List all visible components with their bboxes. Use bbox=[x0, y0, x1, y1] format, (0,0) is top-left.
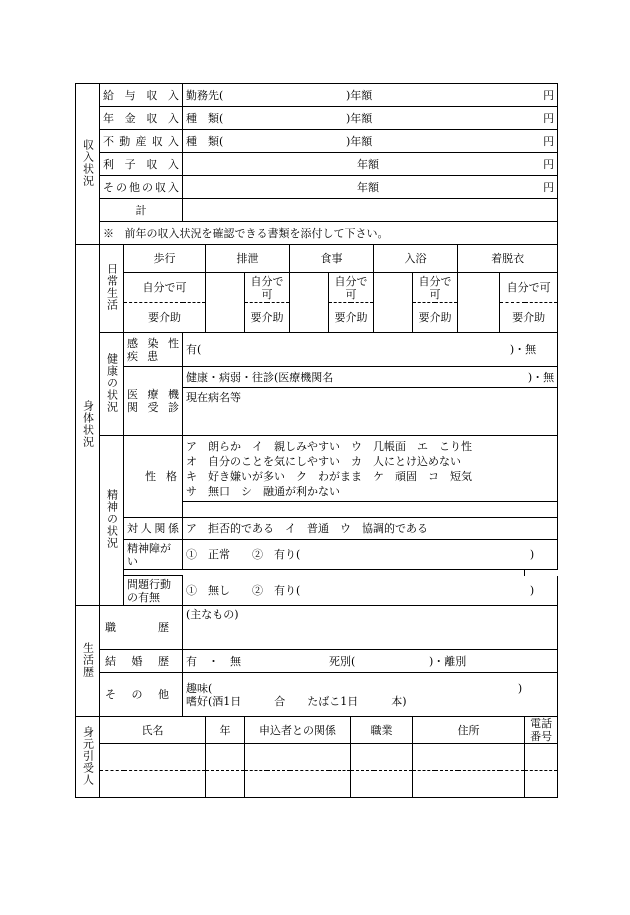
income-note-row bbox=[76, 222, 558, 245]
daily-item-excretion: 排泄 bbox=[206, 245, 290, 273]
medical-label: 医療機 関受診 bbox=[124, 367, 183, 436]
behavior-row bbox=[76, 576, 558, 606]
income-pension-row bbox=[76, 107, 558, 130]
mental-label: 精神の状況 bbox=[100, 436, 124, 606]
personality-options[interactable]: ア 朗らか イ 親しみやすい ウ 几帳面 エ こり性 オ 自分のことを気にしやすい カ 人にとけ込めない キ 好き嫌いが多い ク わがまま ケ 頑固 コ 短気 サ 無口 シ 融通が利かない bbox=[183, 436, 558, 502]
relations-label: 対人関係 bbox=[124, 518, 183, 540]
medical-row-1 bbox=[76, 367, 558, 388]
guarantor-phone-header: 電話番号 bbox=[525, 717, 558, 744]
income-section-label: 収入状況 bbox=[76, 84, 100, 245]
walking-assist: 要介助 bbox=[124, 303, 206, 333]
excretion-self: 自分で可 bbox=[245, 273, 290, 303]
marriage-row bbox=[76, 650, 558, 673]
disorder-options[interactable]: ① 正常 ② 有り( ) bbox=[183, 540, 558, 570]
marriage-label: 結婚歴 bbox=[100, 650, 183, 673]
guarantor-name-2[interactable] bbox=[100, 771, 206, 798]
bath-self: 自分で可 bbox=[413, 273, 458, 303]
medical-institution-field[interactable]: 健康・病弱・往診(医療機関名 )・無 bbox=[183, 367, 558, 388]
guarantor-relation-1[interactable] bbox=[245, 744, 351, 771]
current-disease-field[interactable] bbox=[183, 408, 558, 436]
relations-row bbox=[76, 518, 558, 540]
disorder-label: 精神障が い bbox=[124, 540, 183, 570]
guarantor-age-header: 年 bbox=[206, 717, 245, 744]
disorder-row bbox=[76, 540, 558, 570]
daily-item-meal: 食事 bbox=[290, 245, 374, 273]
other-history-row bbox=[76, 673, 558, 717]
excretion-check[interactable] bbox=[290, 273, 329, 333]
daily-header-row bbox=[76, 245, 558, 273]
infection-field[interactable]: 有( )・無 bbox=[183, 333, 558, 367]
guarantor-address-header: 住所 bbox=[413, 717, 525, 744]
relations-options[interactable]: ア 拒否的である イ 普通 ウ 協調的である bbox=[183, 518, 558, 540]
total-label: 計 bbox=[100, 199, 183, 222]
income-other-row bbox=[76, 176, 558, 199]
daily-item-bath: 入浴 bbox=[374, 245, 458, 273]
guarantor-occupation-header: 職業 bbox=[351, 717, 413, 744]
pension-field[interactable]: 種 類( )年額 円 bbox=[183, 107, 558, 130]
guarantor-address-1[interactable] bbox=[413, 744, 525, 771]
guarantor-age-2[interactable] bbox=[206, 771, 245, 798]
history-section-label: 生活歴 bbox=[76, 606, 100, 717]
guarantor-relation-header: 申込者との関係 bbox=[245, 717, 351, 744]
application-form-table bbox=[75, 83, 558, 798]
daily-item-walking: 歩行 bbox=[124, 245, 206, 273]
other-history-label: その他 bbox=[100, 673, 183, 717]
guarantor-phone-2[interactable] bbox=[525, 771, 558, 798]
health-label: 健康の状況 bbox=[100, 333, 124, 436]
salary-label: 給与収入 bbox=[100, 84, 183, 107]
behavior-options[interactable]: ① 無し ② 有り( ) bbox=[183, 576, 558, 606]
personality-label: 性格 bbox=[124, 436, 183, 518]
meal-assist: 要介助 bbox=[329, 303, 374, 333]
dressing-self: 自分で可 bbox=[500, 273, 558, 303]
career-row bbox=[76, 606, 558, 650]
guarantor-name-header: 氏名 bbox=[100, 717, 206, 744]
current-disease-label: 現在病名等 bbox=[183, 388, 558, 408]
bath-assist: 要介助 bbox=[413, 303, 458, 333]
guarantor-occupation-2[interactable] bbox=[351, 771, 413, 798]
excretion-assist: 要介助 bbox=[245, 303, 290, 333]
guarantor-row-2 bbox=[76, 771, 558, 798]
guarantor-header-row bbox=[76, 717, 558, 744]
infection-row bbox=[76, 333, 558, 367]
meal-self: 自分で可 bbox=[329, 273, 374, 303]
dressing-assist: 要介助 bbox=[500, 303, 558, 333]
income-realestate-row bbox=[76, 130, 558, 153]
guarantor-row-1 bbox=[76, 744, 558, 771]
other-income-label: その他の収入 bbox=[100, 176, 183, 199]
career-field[interactable]: (主なもの) bbox=[183, 606, 558, 650]
interest-field[interactable]: 年額 円 bbox=[183, 153, 558, 176]
guarantor-relation-2[interactable] bbox=[245, 771, 351, 798]
meal-check[interactable] bbox=[374, 273, 413, 333]
physical-section-label: 身体状況 bbox=[76, 245, 100, 606]
marriage-field[interactable]: 有 ・ 無 死別( )・離別 bbox=[183, 650, 558, 673]
other-income-field[interactable]: 年額 円 bbox=[183, 176, 558, 199]
income-note: ※ 前年の収入状況を確認できる書類を添付して下さい。 bbox=[100, 222, 558, 245]
guarantor-address-2[interactable] bbox=[413, 771, 525, 798]
behavior-label: 問題行動 の有無 bbox=[124, 576, 183, 606]
other-history-field[interactable]: 趣味( ) 嗜好(酒1日 合 たばこ1日 本) bbox=[183, 673, 558, 717]
daily-item-dressing: 着脱衣 bbox=[458, 245, 558, 273]
income-salary-row bbox=[76, 84, 558, 107]
infection-label: 感染性 疾患 bbox=[124, 333, 183, 367]
total-field[interactable] bbox=[183, 199, 558, 222]
realestate-field[interactable]: 種 類( )年額 円 bbox=[183, 130, 558, 153]
interest-label: 利子収入 bbox=[100, 153, 183, 176]
career-label: 職歴 bbox=[100, 606, 183, 650]
guarantor-age-1[interactable] bbox=[206, 744, 245, 771]
daily-life-label: 日常生活 bbox=[100, 245, 124, 333]
walking-check[interactable] bbox=[206, 273, 245, 333]
guarantor-phone-1[interactable] bbox=[525, 744, 558, 771]
guarantor-occupation-1[interactable] bbox=[351, 744, 413, 771]
walking-self: 自分で可 bbox=[124, 273, 206, 303]
personality-row bbox=[76, 436, 558, 502]
pension-label: 年金収入 bbox=[100, 107, 183, 130]
guarantor-section-label: 身元引受人 bbox=[76, 717, 100, 798]
salary-field[interactable]: 勤務先( )年額 円 bbox=[183, 84, 558, 107]
daily-self-row bbox=[76, 273, 558, 303]
realestate-label: 不動産収入 bbox=[100, 130, 183, 153]
guarantor-name-1[interactable] bbox=[100, 744, 206, 771]
income-interest-row bbox=[76, 153, 558, 176]
income-total-row bbox=[76, 199, 558, 222]
bath-check[interactable] bbox=[458, 273, 500, 333]
